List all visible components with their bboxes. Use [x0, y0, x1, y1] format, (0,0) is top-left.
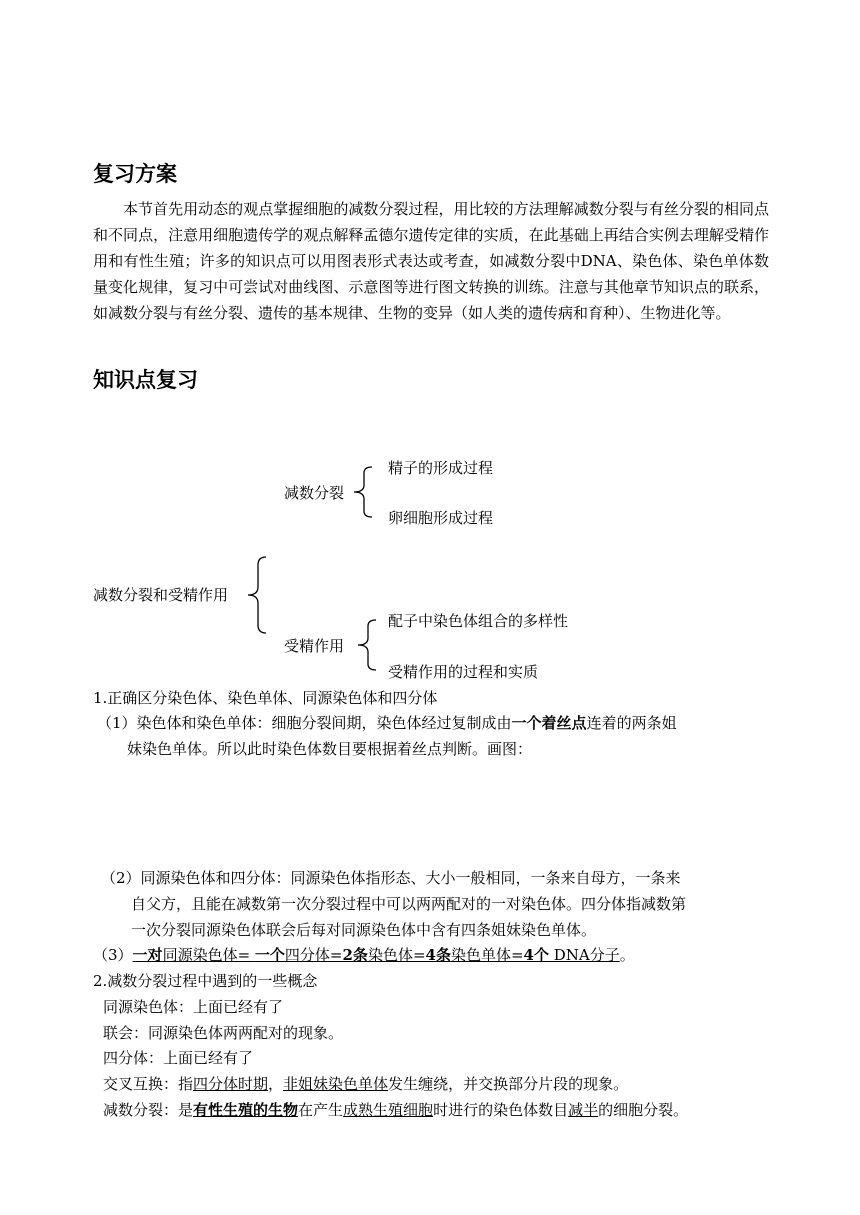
- section-heading-knowledge-review: 知识点复习: [93, 368, 198, 392]
- point1-item1-line2: 妹染色单体。所以此时染色体数目要根据着丝点判断。画图：: [127, 740, 533, 758]
- crossover-nonsister: 非姐妹染色单体: [283, 1075, 389, 1093]
- eq-prefix: （3）: [93, 946, 133, 964]
- point1-item2-line1: （2）同源染色体和四分体：同源染色体指形态、大小一般相同，一条来自母方，一条来: [101, 869, 681, 887]
- crossover-tetrad-stage: 四分体时期: [193, 1075, 269, 1093]
- concept-meiosis: [103, 1097, 688, 1123]
- point1-item2-line3: 一次分裂同源染色体联会后每对同源染色体中含有四条姐妹染色单体。: [131, 921, 597, 939]
- meiosis-mid2: 时进行的染色体数目: [433, 1101, 569, 1119]
- concept-homolog: 同源染色体：上面已经有了: [103, 998, 284, 1016]
- meiosis-sexual-organism: 有性生殖的生物: [193, 1101, 299, 1119]
- item1-rest: 连着的两条姐: [586, 714, 677, 732]
- root-brace-icon: [244, 555, 270, 635]
- concept-synapsis: 联会：同源染色体两两配对的现象。: [103, 1024, 344, 1042]
- meiosis-mature-germ-cell: 成熟生殖细胞: [343, 1101, 434, 1119]
- meiosis-tail: 的细胞分裂。: [598, 1101, 689, 1119]
- eq-chromosome: 染色体=: [367, 946, 426, 964]
- point1-title: 1.正确区分染色体、染色单体、同源染色体和四分体: [93, 689, 438, 707]
- fertilization-brace-icon: [354, 618, 380, 672]
- concept-crossover: [103, 1071, 628, 1097]
- tree-leaf-egg: 卵细胞形成过程: [388, 509, 494, 527]
- point2-title: 2.减数分裂过程中遇到的一些概念: [93, 972, 318, 990]
- eq-four: 4条: [425, 946, 451, 964]
- point1-item2-line2: 自父方，且能在减数第一次分裂过程中可以两两配对的一对染色体。四分体指减数第: [131, 895, 687, 913]
- meiosis-mid1: 在产生: [298, 1101, 344, 1119]
- crossover-tail: 发生缠绕，并交换部分片段的现象。: [388, 1075, 629, 1093]
- tree-leaf-sperm: 精子的形成过程: [388, 459, 494, 477]
- point1-item1-line1: [97, 710, 677, 736]
- point1-item3-equation: [93, 942, 635, 968]
- eq-one: 一个: [254, 946, 285, 964]
- eq-two: 2条: [342, 946, 368, 964]
- meiosis-brace-icon: [350, 465, 376, 519]
- section-heading-review-plan: 复习方案: [93, 162, 177, 186]
- eq-tetrad: 四分体=: [284, 946, 343, 964]
- review-plan-paragraph: 本节首先用动态的观点掌握细胞的减数分裂过程，用比较的方法理解减数分裂与有丝分裂的相同点和不同点，注意用细胞遗传学的观点解释孟德尔遗传定律的实质，在此基础上再结合实例去理解受精作用和有性生殖；许多的知识点可以用图表形式表达或考查，如减数分裂中DNA、染色体、染色单体数量变化规律，复习中可尝试对曲线图、示意图等进行图文转换的训练。注意与其他章节知识点的联系，如减数分裂与有丝分裂、遗传的基本规律、生物的变异（如人类的遗传病和育种）、生物进化等。: [93, 200, 769, 322]
- eq-end: 。: [619, 946, 635, 964]
- tree-leaf-gamete-diversity: 配子中染色体组合的多样性: [388, 612, 569, 630]
- meiosis-lead: 减数分裂：是: [103, 1101, 194, 1119]
- concept-tetrad: 四分体：上面已经有了: [103, 1049, 254, 1067]
- eq-one-pair: 一对: [132, 946, 163, 964]
- crossover-lead: 交叉互换：指: [103, 1075, 194, 1093]
- tree-leaf-fertilization-essence: 受精作用的过程和实质: [388, 663, 539, 681]
- eq-dna: DNA分子: [548, 946, 620, 964]
- eq-chromatid: 染色单体=: [450, 946, 524, 964]
- item1-bold-centromere: 一个着丝点: [511, 714, 587, 732]
- branch-fertilization-label: 受精作用: [284, 637, 345, 655]
- eq-homolog: 同源染色体=: [162, 946, 255, 964]
- meiosis-halved: 减半: [568, 1101, 599, 1119]
- crossover-comma: ，: [268, 1075, 284, 1093]
- branch-meiosis-label: 减数分裂: [284, 484, 345, 502]
- item1-prefix: （1）染色体和染色单体：细胞分裂间期，染色体经过复制成由: [97, 714, 512, 732]
- eq-four-dna: 4个: [523, 946, 549, 964]
- tree-root-label: 减数分裂和受精作用: [93, 586, 229, 604]
